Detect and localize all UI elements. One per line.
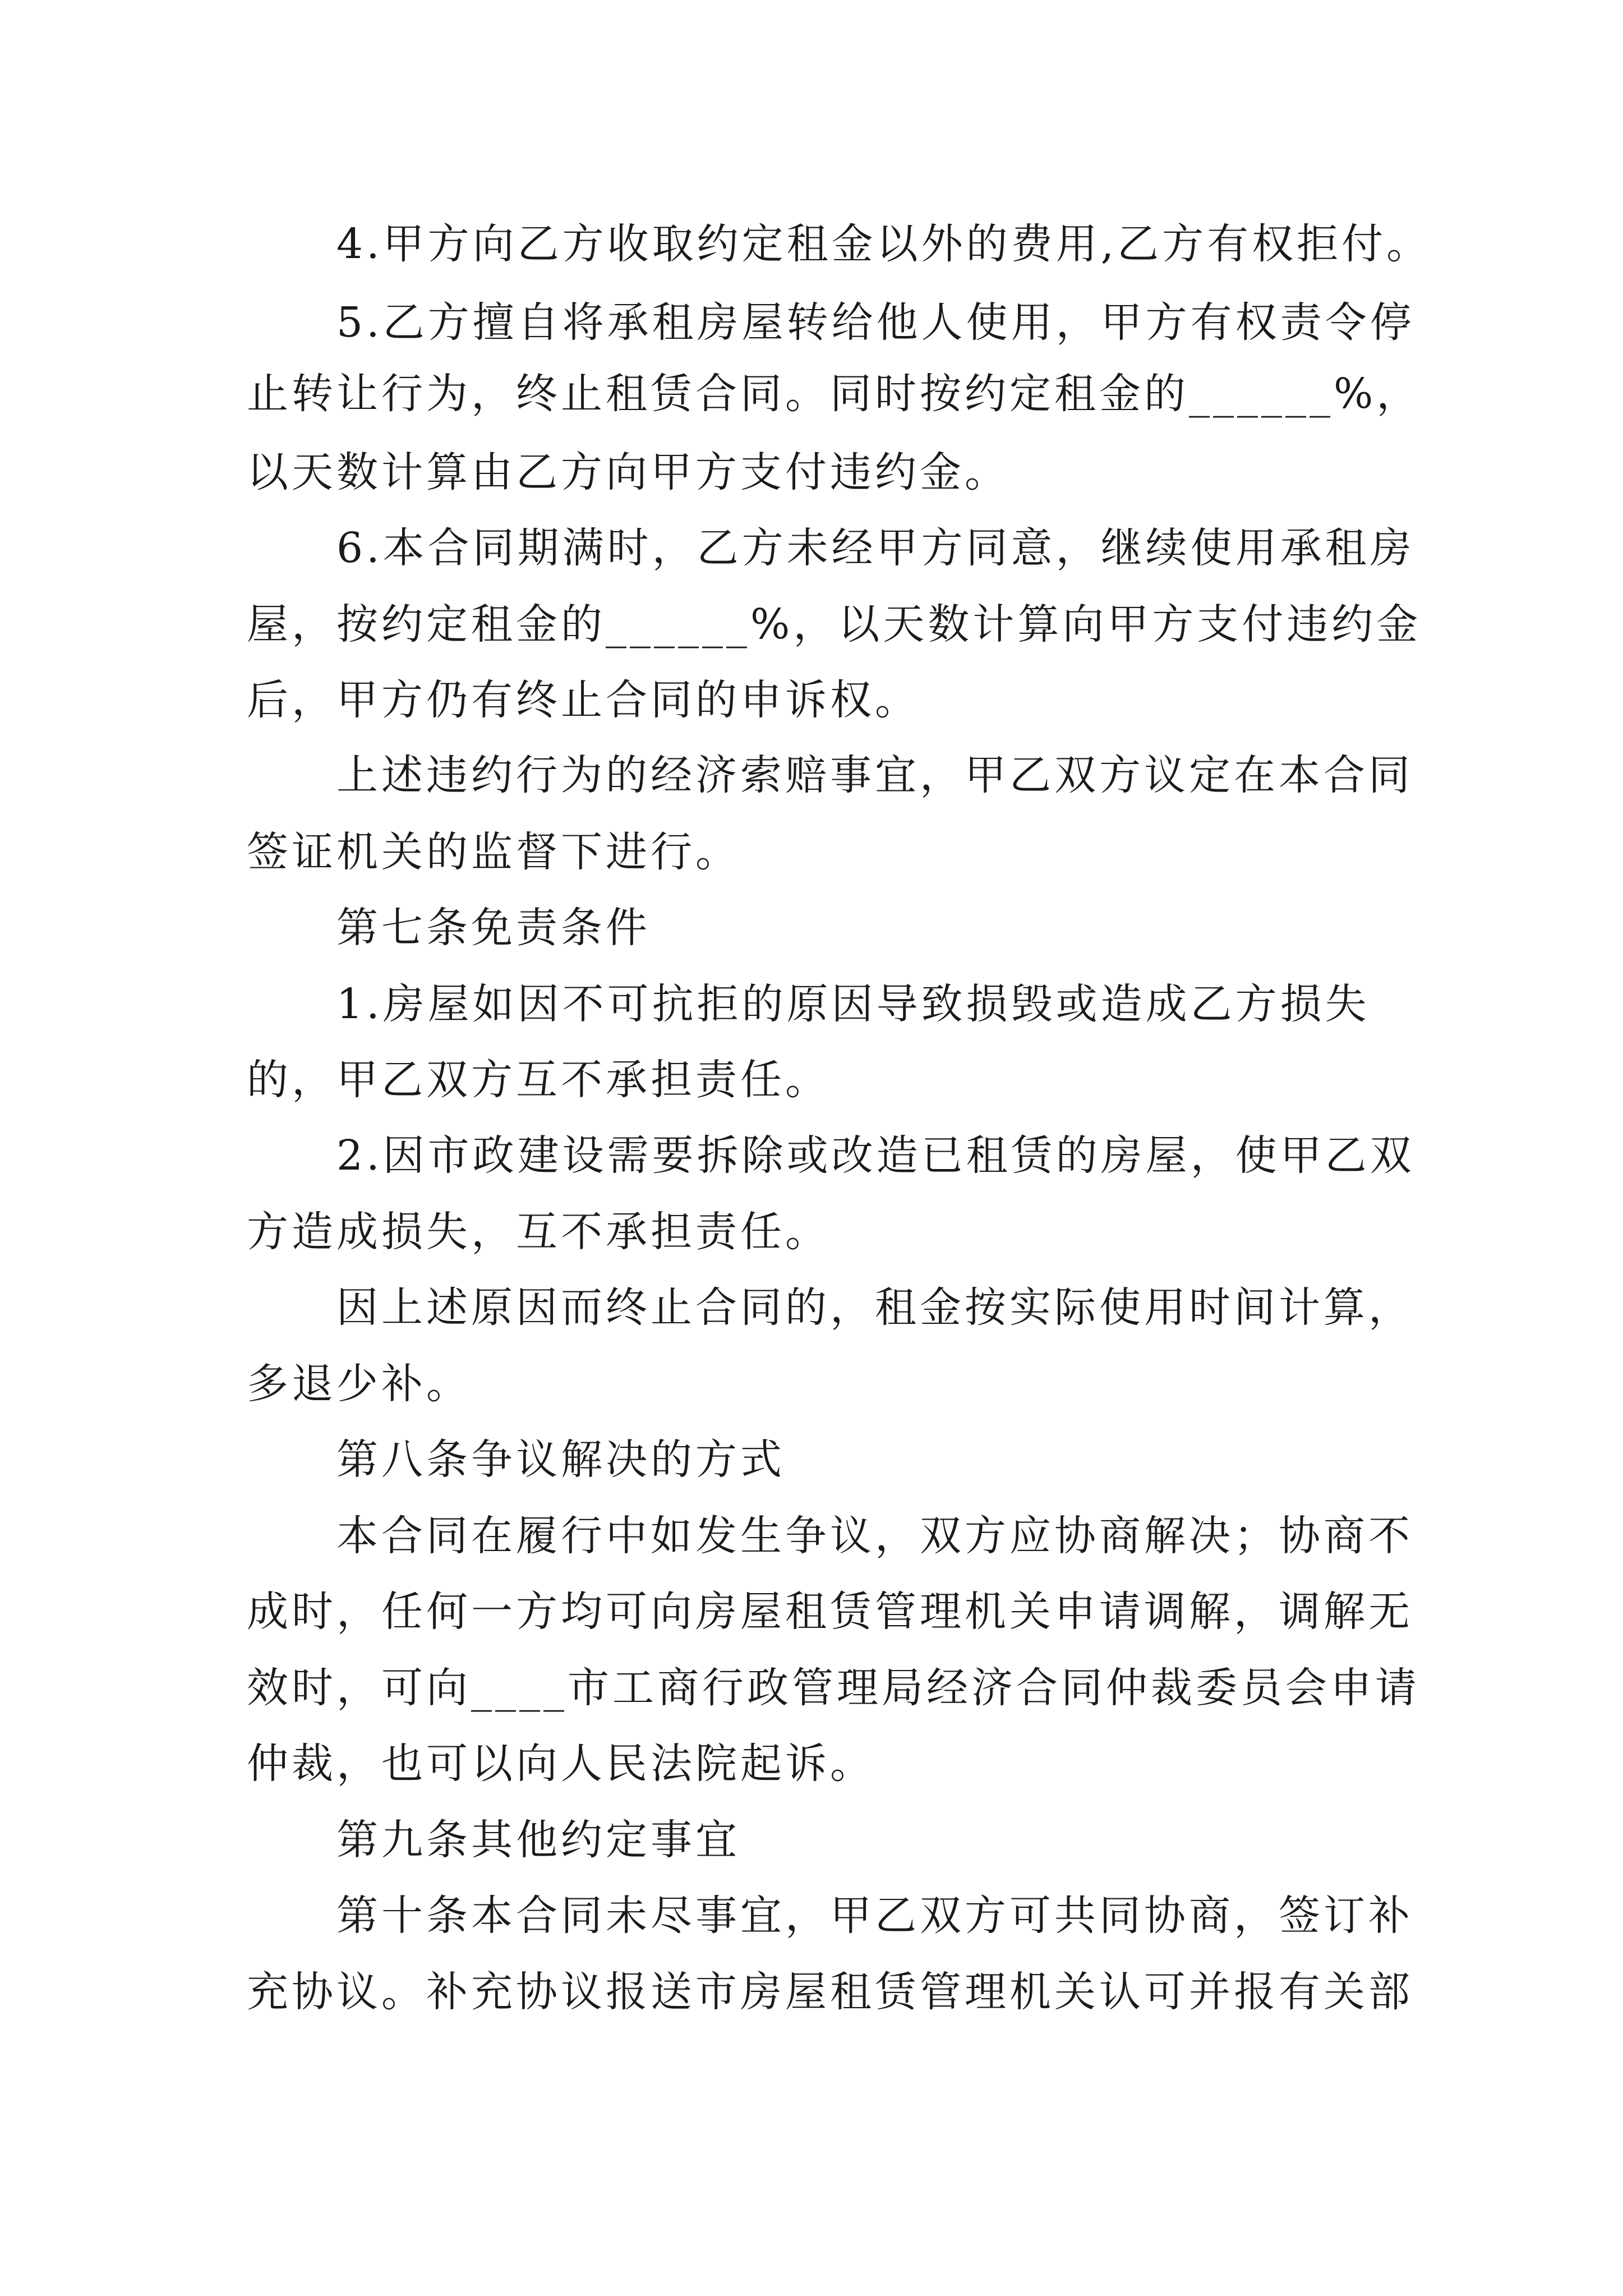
- article-7-item-1-line-2: 的，甲乙双方互不承担责任。: [247, 1056, 830, 1104]
- article-10-line-2: 充协议。补充协议报送市房屋租赁管理机关认可并报有关部: [247, 1968, 1413, 2016]
- clause-6-item-5-line-2: 止转让行为，终止租赁合同。同时按约定租金的______%，: [247, 370, 1422, 418]
- article-8-body-line-3: 效时，可向____市工商行政管理局经济合同仲裁委员会申请: [247, 1664, 1420, 1712]
- clause-6-item-6-line-2: 屋，按约定租金的______%，以天数计算向甲方支付违约金: [247, 600, 1422, 648]
- article-9-heading: 第九条其他约定事宜: [336, 1816, 740, 1864]
- termination-rent-line-1: 因上述原因而终止合同的，租金按实际使用时间计算，: [336, 1283, 1413, 1332]
- article-7-item-1-line-1: 1.房屋如因不可抗拒的原因导致损毁或造成乙方损失: [336, 980, 1370, 1028]
- clause-6-item-5-line-1: 5.乙方擅自将承租房屋转给他人使用，甲方有权责令停: [336, 298, 1415, 347]
- article-8-body-line-2: 成时，任何一方均可向房屋租赁管理机关申请调解，调解无: [247, 1588, 1413, 1636]
- article-8-body-line-1: 本合同在履行中如发生争议，双方应协商解决；协商不: [336, 1512, 1413, 1560]
- article-8-heading: 第八条争议解决的方式: [336, 1435, 785, 1484]
- clause-6-item-5-line-3: 以天数计算由乙方向甲方支付违约金。: [247, 448, 1009, 496]
- article-7-heading: 第七条免责条件: [336, 904, 651, 952]
- clause-6-item-6-line-1: 6.本合同期满时，乙方未经甲方同意，继续使用承租房: [336, 524, 1415, 572]
- clause-6-item-6-line-3: 后，甲方仍有终止合同的申诉权。: [247, 676, 920, 724]
- termination-rent-line-2: 多退少补。: [247, 1360, 471, 1408]
- clause-6-item-4: 4.甲方向乙方收取约定租金以外的费用,乙方有权拒付。: [336, 220, 1432, 268]
- article-8-body-line-4: 仲裁，也可以向人民法院起诉。: [247, 1740, 875, 1788]
- article-10-line-1: 第十条本合同未尽事宜，甲乙双方可共同协商，签订补: [336, 1892, 1413, 1940]
- article-7-item-2-line-1: 2.因市政建设需要拆除或改造已租赁的房屋，使甲乙双: [336, 1131, 1415, 1180]
- breach-claims-line-2: 签证机关的监督下进行。: [247, 828, 740, 876]
- article-7-item-2-line-2: 方造成损失，互不承担责任。: [247, 1208, 830, 1256]
- breach-claims-line-1: 上述违约行为的经济索赔事宜，甲乙双方议定在本合同: [336, 751, 1413, 799]
